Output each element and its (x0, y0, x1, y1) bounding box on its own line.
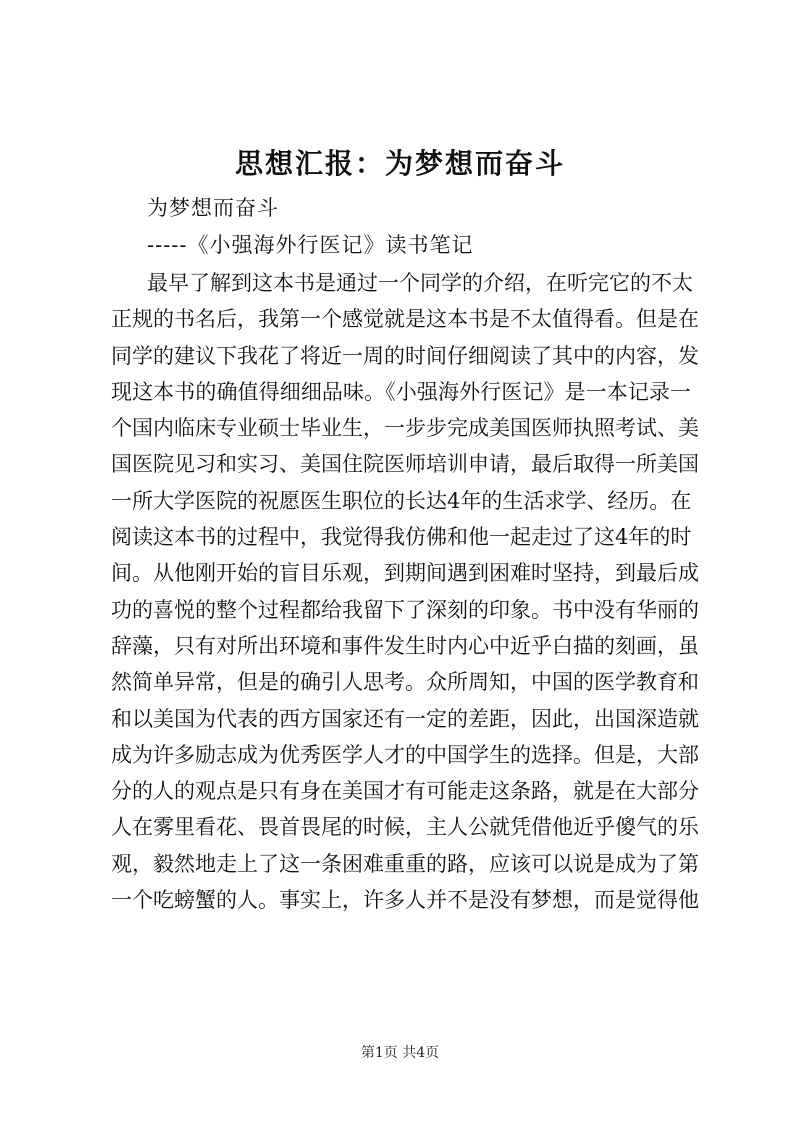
paragraph-line: 正规的书名后，我第一个感觉就是这本书是不太值得看。但是在 (111, 307, 699, 332)
paragraph-line: 同学的建议下我花了将近一周的时间仔细阅读了其中的内容，发 (111, 343, 699, 368)
paragraph-line: 观，毅然地走上了这一条困难重重的路，应该可以说是成为了第 (111, 851, 699, 876)
paragraph-line: 一所大学医院的祝愿医生职位的长达4年的生活求学、经历。在 (111, 488, 692, 513)
paragraph-line: 国医院见习和实习、美国住院医师培训申请，最后取得一所美国 (111, 452, 699, 477)
page-indicator: 第1页 共4页 (360, 1045, 440, 1061)
paragraph-line: 一个吃螃蟹的人。事实上，许多人并不是没有梦想，而是觉得他 (111, 888, 699, 913)
paragraph-line: 个国内临床专业硕士毕业生，一步步完成美国医师执照考试、美 (111, 416, 699, 441)
paragraph-line: 和以美国为代表的西方国家还有一定的差距，因此，出国深造就 (111, 706, 699, 731)
paragraph-line: 最早了解到这本书是通过一个同学的介绍，在听完它的不太 (147, 271, 693, 295)
paragraph-line: 现这本书的确值得细细品味。《小强海外行医记》是一本记录一 (111, 379, 691, 404)
paragraph-line: 间。从他刚开始的盲目乐观，到期间遇到困难时坚持，到最后成 (111, 561, 699, 586)
book-note-heading: -----《小强海外行医记》读书笔记 (147, 233, 474, 257)
paragraph-line: 然简单异常，但是的确引人思考。众所周知，中国的医学教育和 (111, 670, 699, 695)
paragraph-line: 辞藻，只有对所出环境和事件发生时内心中近乎白描的刻画，虽 (111, 633, 699, 658)
paragraph-line: 人在雾里看花、畏首畏尾的时候，主人公就凭借他近乎傻气的乐 (111, 815, 699, 840)
document-subtitle: 为梦想而奋斗 (147, 196, 279, 220)
body-paragraph (111, 265, 699, 918)
paragraph-line: 分的人的观点是只有身在美国才有可能走这条路，就是在大部分 (111, 779, 699, 804)
paragraph-line: 功的喜悦的整个过程都给我留下了深刻的印象。书中没有华丽的 (111, 597, 699, 622)
paragraph-line: 阅读这本书的过程中，我觉得我仿佛和他一起走过了这4年的时 (111, 525, 692, 550)
paragraph-line: 成为许多励志成为优秀医学人才的中国学生的选择。但是，大部 (111, 742, 699, 767)
document-title: 思想汇报：为梦想而奋斗 (234, 147, 565, 180)
